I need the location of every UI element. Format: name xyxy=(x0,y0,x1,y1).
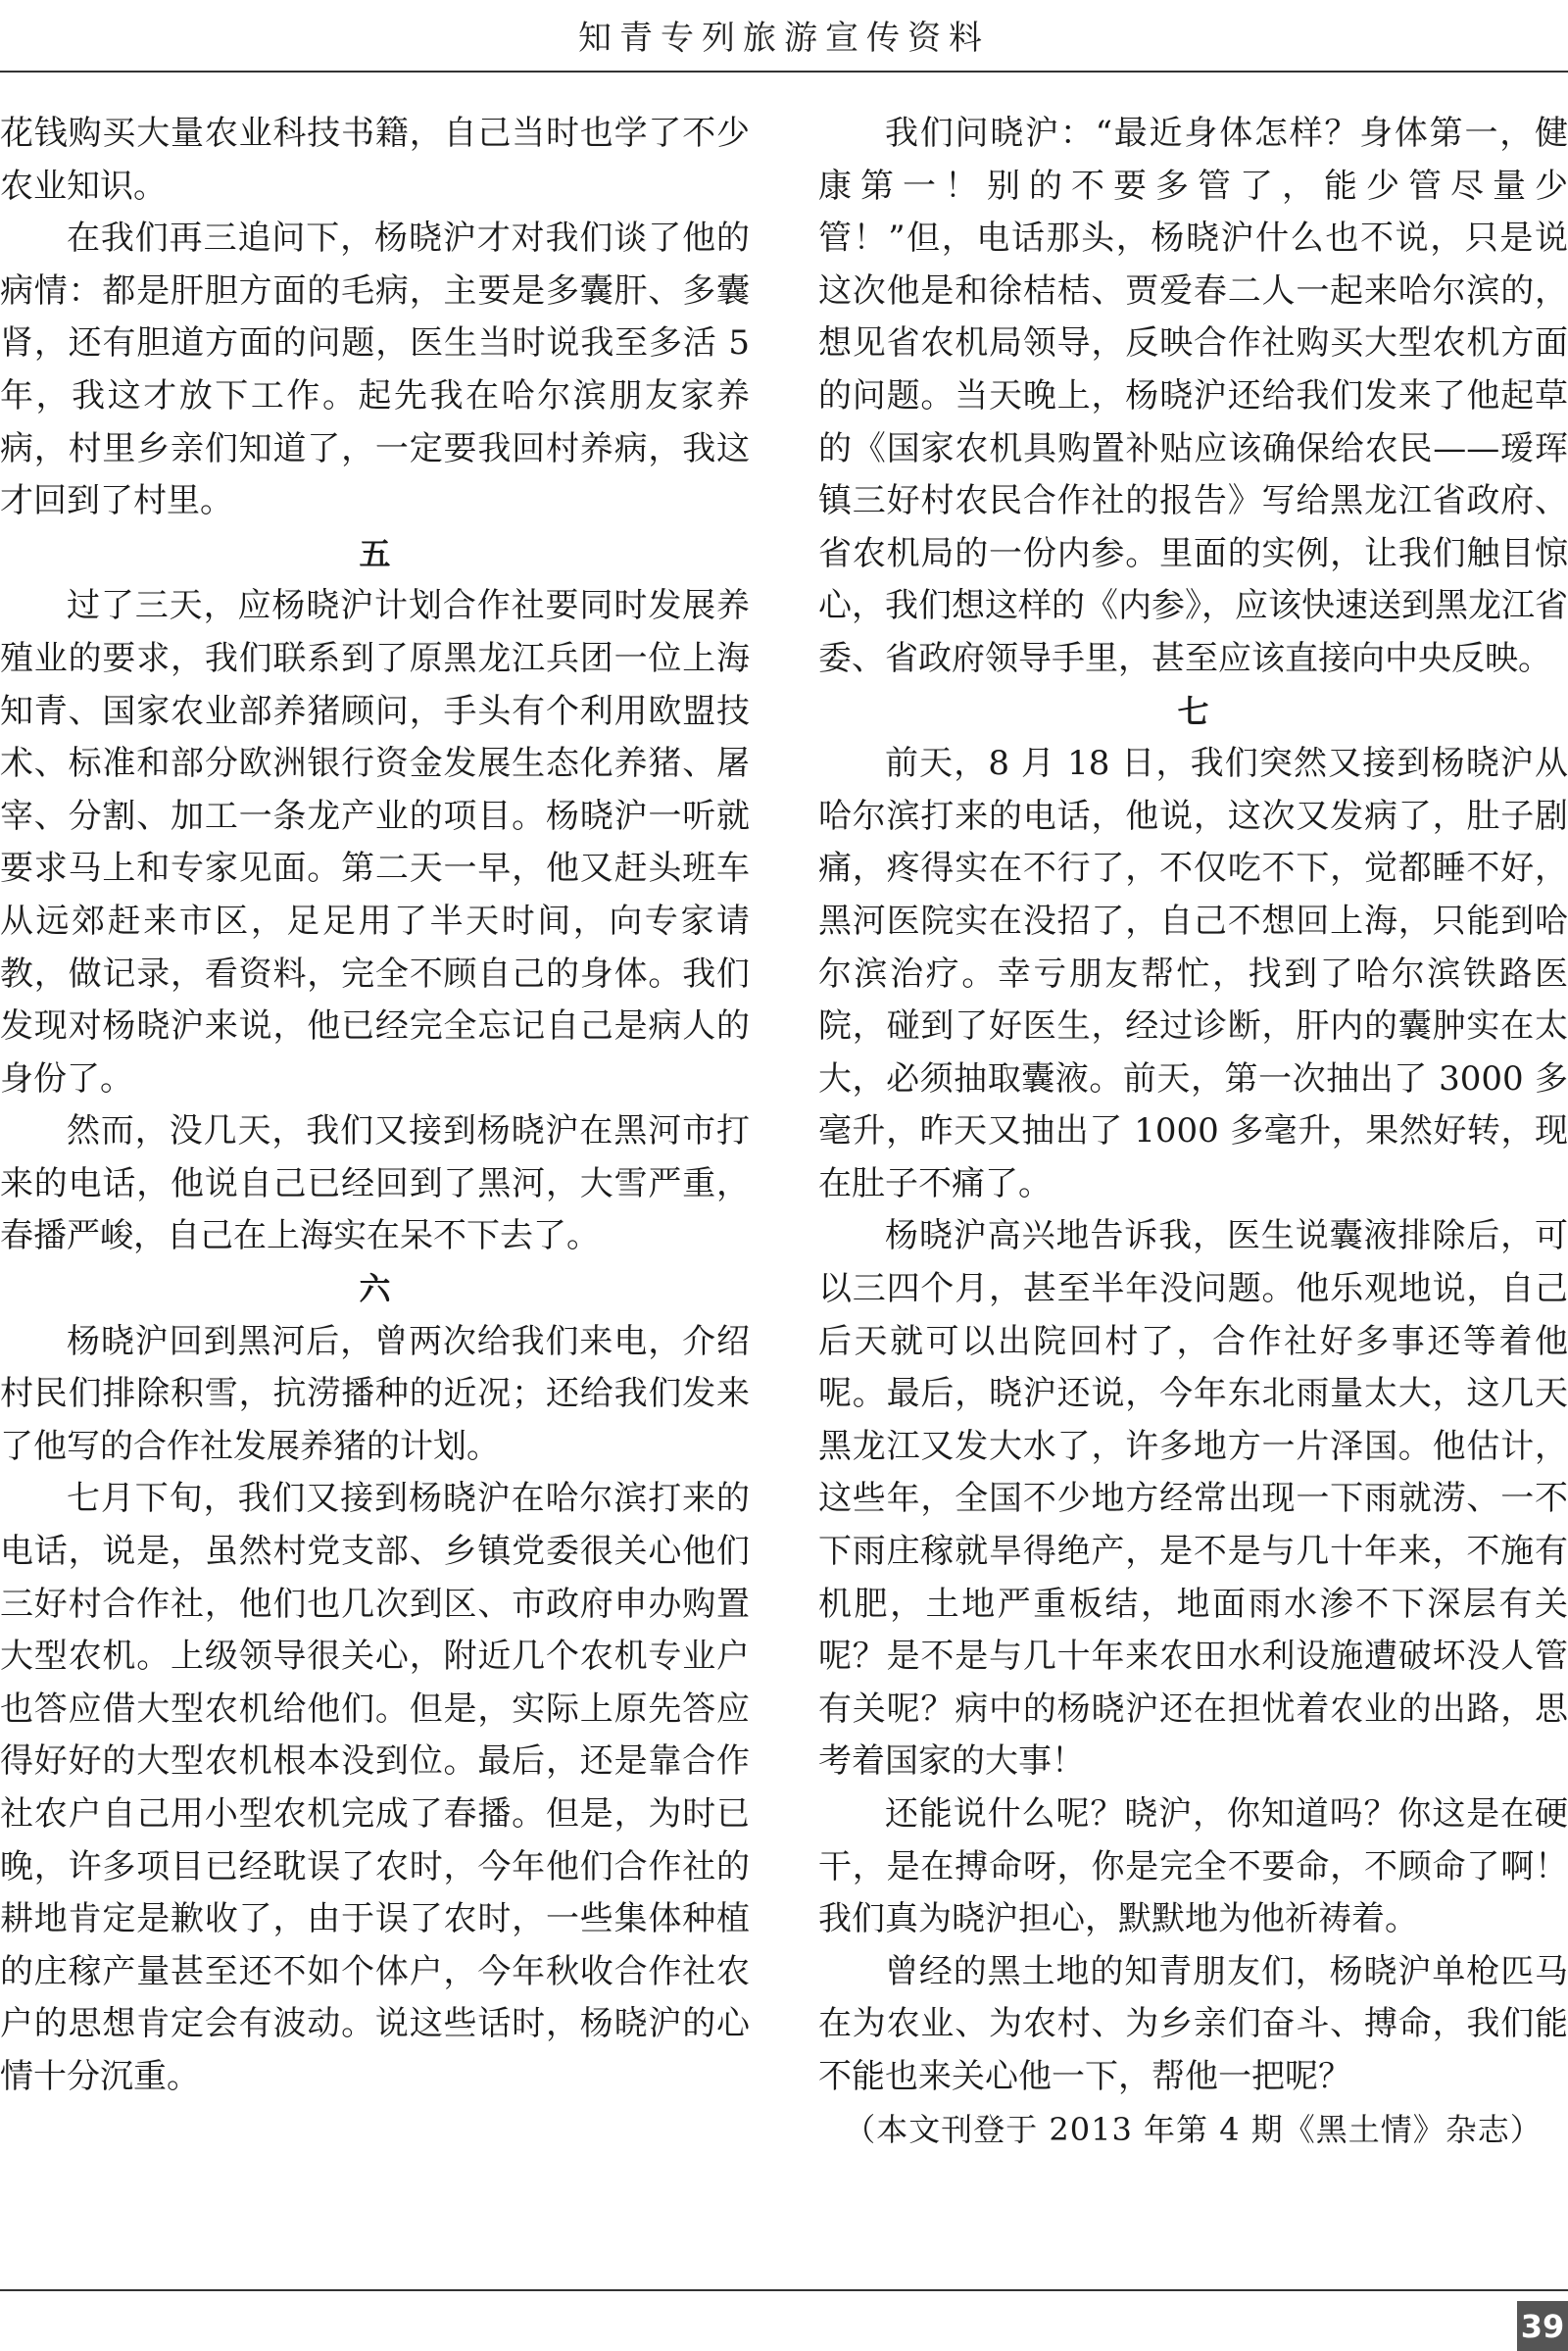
section-heading-7: 七 xyxy=(1177,692,1209,730)
section-heading-6: 六 xyxy=(359,1270,391,1308)
left-column xyxy=(0,108,750,2264)
source-credit: （本文刊登于 2013 年第 4 期《黑土情》杂志） xyxy=(844,2110,1543,2148)
paragraph: 七月下旬，我们又接到杨晓沪在哈尔滨打来的电话，说是，虽然村党支部、乡镇党委很关心他们三好村合作社，他们也几次到区、市政府申办购置大型农机。上级领导很关心，附近几个农机专业户也答应借大型农机给他们。但是，实际上原先答应得好好的大型农机根本没到位。最后，还是靠合作社农户自己用小型农机完成了春播。但是，为时已晚，许多项目已经耽误了农时，今年他们合作社的耕地肯定是歉收了，由于误了农时，一些集体种植的庄稼产量甚至还不如个体户，今年秋收合作社农户的思想肯定会有波动。说这些话时，杨晓沪的心情十分沉重。 xyxy=(0,1479,750,2096)
paragraph: 在我们再三追问下，杨晓沪才对我们谈了他的病情：都是肝胆方面的毛病，主要是多囊肝、多囊肾，还有胆道方面的问题，医生当时说我至多活 5 年，我这才放下工作。起先我在哈尔滨朋友家养病，村里乡亲们知道了，一定要我回村养病，我这才回到了村里。 xyxy=(0,219,750,521)
footer-rule xyxy=(0,2289,1568,2291)
running-header-title: 知青专列旅游宣传资料 xyxy=(578,18,990,58)
paragraph: 然而，没几天，我们又接到杨晓沪在黑河市打来的电话，他说自己已经回到了黑河，大雪严重，春播严峻，自己在上海实在呆不下去了。 xyxy=(0,1111,750,1256)
paragraph: 我们问晓沪：“最近身体怎样？身体第一，健康第一！别的不要多管了，能少管尽量少管！”但，电话那头，杨晓沪什么也不说，只是说这次他是和徐桔桔、贾爱春二人一起来哈尔滨的，想见省农机局领导，反映合作社购买大型农机方面的问题。当天晚上，杨晓沪还给我们发来了他起草的《国家农机具购置补贴应该确保给农民——瑷珲镇三好村农民合作社的报告》写给黑龙江省政府、省农机局的一份内参。里面的实例，让我们触目惊心，我们想这样的《内参》，应该快速送到黑龙江省委、省政府领导手里，甚至应该直接向中央反映。 xyxy=(818,114,1568,678)
paragraph: 杨晓沪回到黑河后，曾两次给我们来电，介绍村民们排除积雪，抗涝播种的近况；还给我们发来了他写的合作社发展养猪的计划。 xyxy=(0,1321,750,1466)
running-header xyxy=(0,0,1568,69)
paragraph: 前天，8 月 18 日，我们突然又接到杨晓沪从哈尔滨打来的电话，他说，这次又发病了，肚子剧痛，疼得实在不行了，不仅吃不下，觉都睡不好，黑河医院实在没招了，自己不想回上海，只能到哈尔滨治疗。幸亏朋友帮忙，找到了哈尔滨铁路医院，碰到了好医生，经过诊断，肝内的囊肿实在太大，必须抽取囊液。前天，第一次抽出了 3000 多毫升，昨天又抽出了 1000 多毫升，果然好转，现在肚子不痛了。 xyxy=(818,744,1568,1203)
right-column xyxy=(818,108,1568,2264)
paragraph: 杨晓沪高兴地告诉我，医生说囊液排除后，可以三四个月，甚至半年没问题。他乐观地说，自己后天就可以出院回村了，合作社好多事还等着他呢。最后，晓沪还说，今年东北雨量太大，这几天黑龙江又发大水了，许多地方一片泽国。他估计，这些年，全国不少地方经常出现一下雨就涝、一不下雨庄稼就旱得绝产，是不是与几十年来，不施有机肥，土地严重板结，地面雨水渗不下深层有关呢？是不是与几十年来农田水利设施遭破坏没人管有关呢？病中的杨晓沪还在担忧着农业的出路，思考着国家的大事！ xyxy=(818,1216,1568,1782)
header-rule xyxy=(0,71,1568,73)
paragraph: 过了三天，应杨晓沪计划合作社要同时发展养殖业的要求，我们联系到了原黑龙江兵团一位上海知青、国家农业部养猪顾问，手头有个利用欧盟技术、标准和部分欧洲银行资金发展生态化养猪、屠宰、分割、加工一条龙产业的项目。杨晓沪一听就要求马上和专家见面。第二天一早，他又赶头班车从远郊赶来市区，足足用了半天时间，向专家请教，做记录，看资料，完全不顾自己的身体。我们发现对杨晓沪来说，他已经完全忘记自己是病人的身份了。 xyxy=(0,586,750,1099)
paragraph: 曾经的黑土地的知青朋友们，杨晓沪单枪匹马在为农业、为农村、为乡亲们奋斗、搏命，我们能不能也来关心他一下，帮他一把呢？ xyxy=(818,1951,1568,2096)
section-heading-5: 五 xyxy=(359,534,391,572)
paragraph: 花钱购买大量农业科技书籍，自己当时也学了不少农业知识。 xyxy=(0,114,750,206)
paragraph: 还能说什么呢？晓沪，你知道吗？你这是在硬干，是在搏命呀，你是完全不要命，不顾命了啊！我们真为晓沪担心，默默地为他祈祷着。 xyxy=(818,1794,1568,1939)
page-number: 39 xyxy=(1517,2301,1568,2351)
